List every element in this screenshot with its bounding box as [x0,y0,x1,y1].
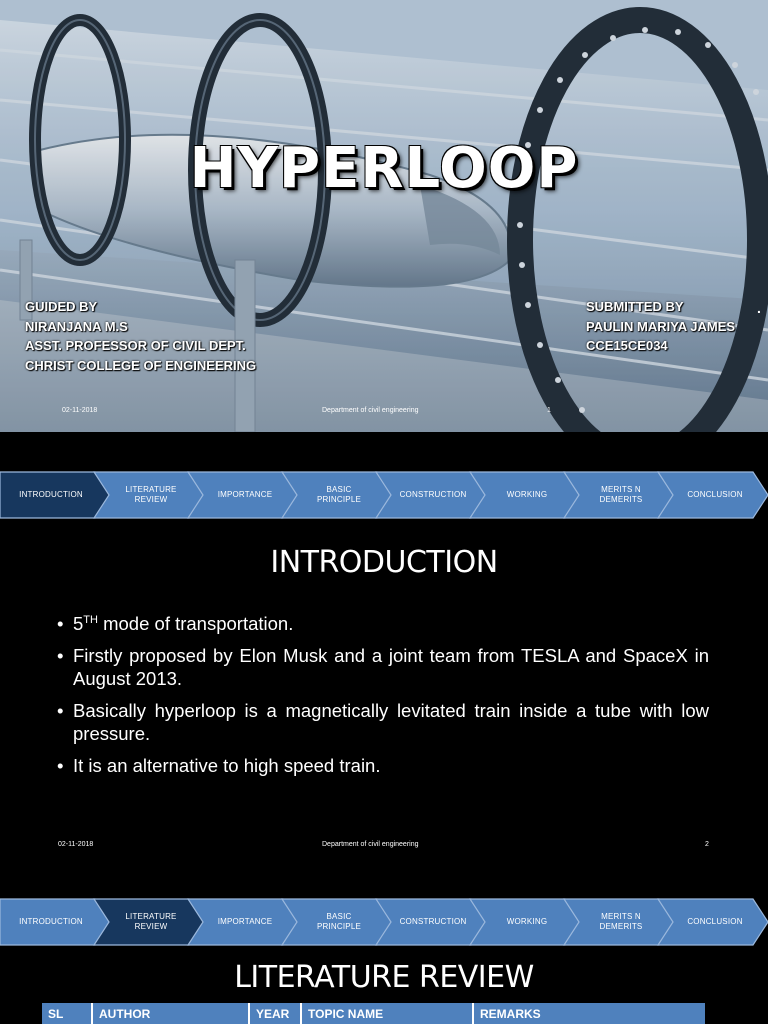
nav-label-introduction: INTRODUCTION [19,917,83,926]
section-nav [0,471,768,519]
nav-label-working: WORKING [506,917,548,926]
guided-by-block [25,297,256,375]
nav-label-merits-n-demerits: MERITS N DEMERITS [599,912,643,931]
slide-heading: INTRODUCTION [270,545,498,580]
student-id: CCE15CE034 [586,338,668,353]
col-remarks: REMARKS [473,1003,705,1024]
submitted-by-block [586,297,735,356]
footer-date: 02-11-2018 [62,407,98,414]
nav-label-basic-principle: BASIC PRINCIPLE [316,485,362,504]
bullet-item: • Basically hyperloop is a magnetically levitated train inside a tube with low pressure. [57,699,709,745]
nav-label-introduction: INTRODUCTION [19,490,83,499]
nav-label-working: WORKING [506,490,548,499]
nav-label-basic-principle: BASIC PRINCIPLE [316,912,362,931]
stray-dot: . [757,300,761,316]
col-topic-name: TOPIC NAME [301,1003,473,1024]
footer-page-number: 2 [705,841,709,848]
nav-label-merits-n-demerits: MERITS N DEMERITS [599,485,643,504]
footer-department: Department of civil engineering [322,407,419,414]
literature-review-slide [0,868,768,1024]
guide-designation: ASST. PROFESSOR OF CIVIL DEPT. [25,338,246,353]
nav-label-construction: CONSTRUCTION [399,490,467,499]
col-author: AUTHOR [92,1003,249,1024]
bullet-item: • 5TH mode of transportation. [57,612,709,635]
nav-label-importance: IMPORTANCE [217,490,273,499]
title-slide [0,0,768,432]
bullet-list [57,612,709,786]
nav-label-conclusion: CONCLUSION [687,917,743,926]
footer-page-number: 1 [547,407,551,414]
slide-heading: LITERATURE REVIEW [234,960,534,995]
section-nav [0,898,768,946]
literature-table [42,1003,705,1024]
introduction-slide [0,434,768,866]
guide-name: NIRANJANA M.S [25,318,128,334]
table-header-row [42,1003,705,1024]
submitted-by-label: SUBMITTED BY [586,299,684,314]
nav-label-literature-review: LITERATURE REVIEW [125,912,177,931]
nav-label-conclusion: CONCLUSION [687,490,743,499]
presentation-title: HYPERLOOP [189,136,579,201]
guided-by-label: GUIDED BY [25,299,98,314]
student-name: PAULIN MARIYA JAMES [586,318,736,334]
nav-label-literature-review: LITERATURE REVIEW [125,485,177,504]
bullet-item: • It is an alternative to high speed train. [57,754,709,777]
guide-college: CHRIST COLLEGE OF ENGINEERING [25,357,257,373]
col-sl: SL [42,1003,92,1024]
nav-label-importance: IMPORTANCE [217,917,273,926]
footer-date: 02-11-2018 [58,841,94,848]
bullet-item: • Firstly proposed by Elon Musk and a joint team from TESLA and SpaceX in August 2013. [57,644,709,690]
col-year: YEAR [249,1003,301,1024]
footer-department: Department of civil engineering [322,841,419,848]
nav-label-construction: CONSTRUCTION [399,917,467,926]
